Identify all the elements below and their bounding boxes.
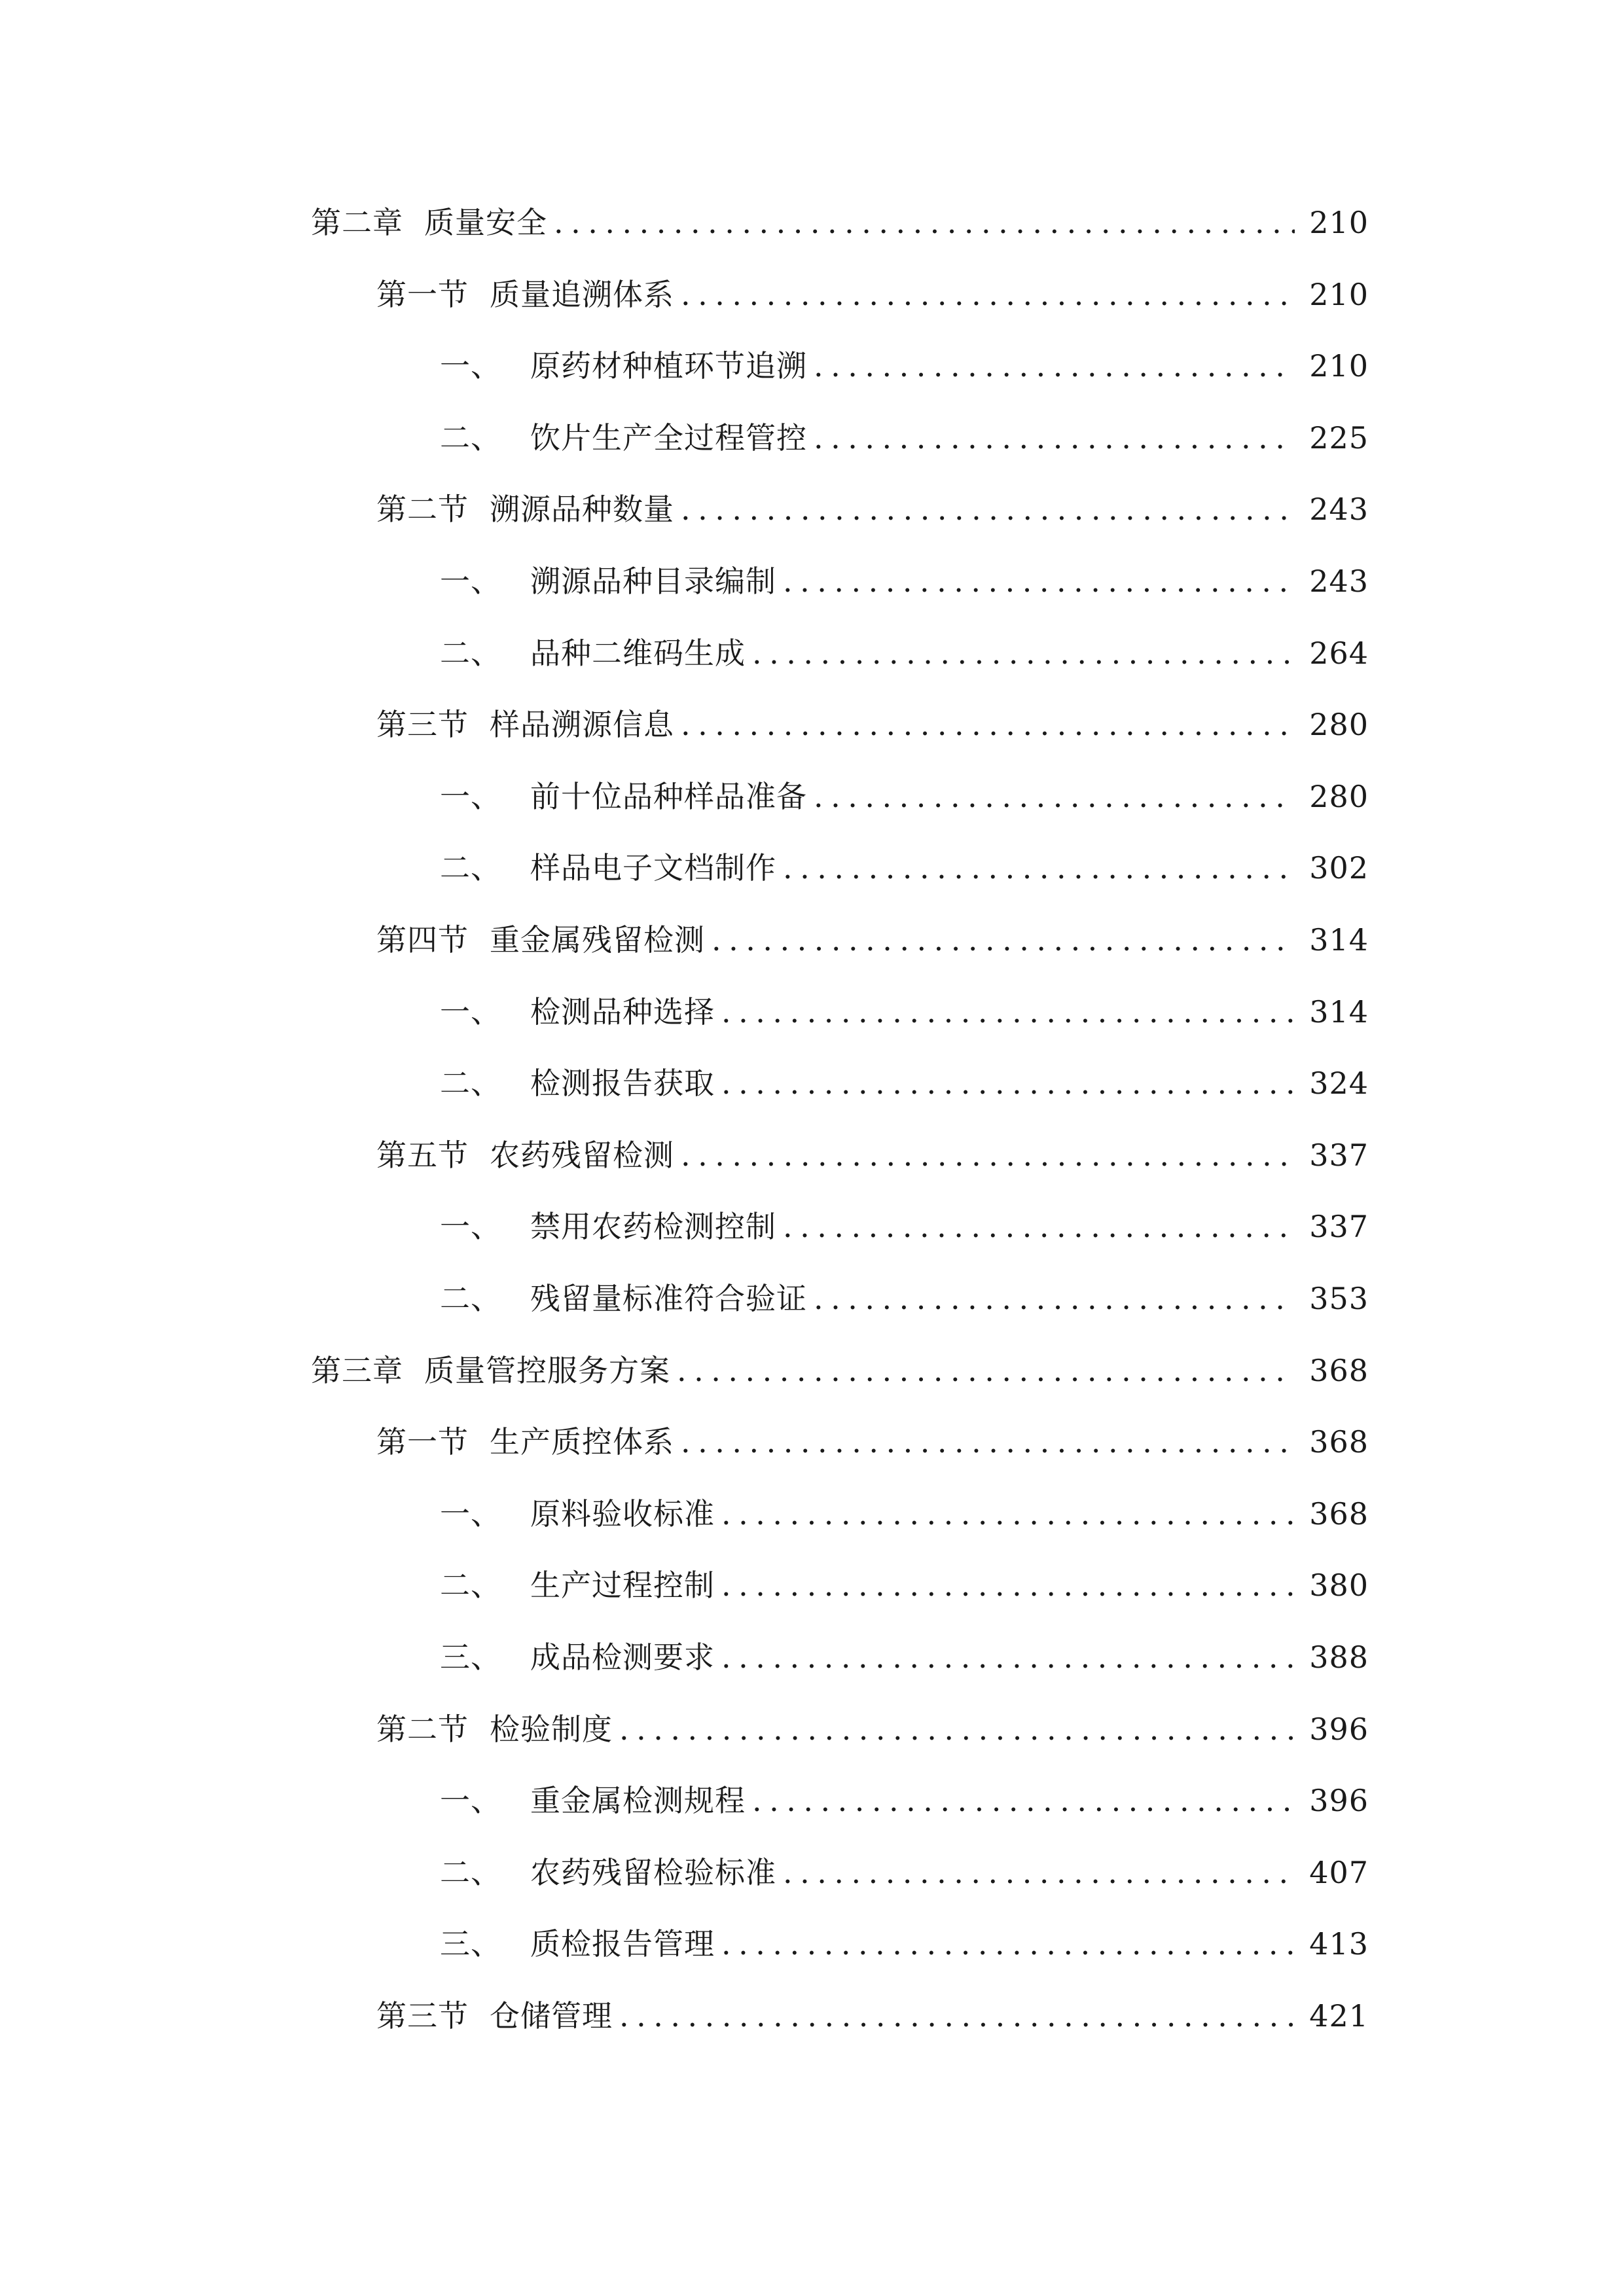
toc-marker: 第二章 — [311, 205, 403, 240]
toc-title: 质检报告管理 — [530, 1926, 715, 1962]
toc-dot-leader — [677, 1351, 1295, 1390]
toc-marker: 二、 — [440, 1281, 501, 1316]
toc-page-number: 396 — [1309, 1711, 1369, 1747]
toc-title: 溯源品种数量 — [490, 492, 674, 528]
toc-page-number: 243 — [1309, 492, 1369, 528]
toc-dot-leader — [619, 1996, 1295, 2036]
toc-title: 农药残留检验标准 — [530, 1854, 776, 1890]
toc-marker: 第二节 — [376, 492, 469, 528]
toc-page-number: 210 — [1309, 276, 1369, 312]
toc-dot-leader — [721, 1638, 1295, 1677]
toc-entry[interactable] — [376, 1409, 1369, 1462]
toc-entry[interactable] — [440, 1624, 1369, 1677]
toc-page-number: 337 — [1309, 1209, 1369, 1245]
toc-dot-leader — [619, 1710, 1295, 1749]
toc-marker: 二、 — [440, 1854, 501, 1890]
toc-entry[interactable] — [376, 907, 1369, 960]
toc-dot-leader — [681, 490, 1295, 529]
toc-entry[interactable] — [440, 1768, 1369, 1820]
toc-entry[interactable] — [440, 1050, 1369, 1103]
toc-dot-leader — [814, 346, 1295, 386]
toc-dot-leader — [814, 777, 1295, 816]
toc-entry[interactable] — [440, 1840, 1369, 1892]
toc-marker: 第二节 — [376, 1711, 469, 1747]
toc-title: 生产质控体系 — [490, 1424, 674, 1460]
toc-entry[interactable] — [440, 405, 1369, 457]
toc-marker: 二、 — [440, 635, 501, 671]
toc-dot-leader — [721, 1924, 1295, 1964]
toc-page-number: 280 — [1309, 778, 1369, 814]
toc-page-number: 368 — [1309, 1496, 1369, 1532]
toc-title: 残留量标准符合验证 — [530, 1281, 807, 1316]
toc-entry[interactable] — [376, 1696, 1369, 1749]
toc-marker: 一、 — [440, 1496, 501, 1532]
toc-entry[interactable] — [440, 835, 1369, 888]
toc-page-number: 324 — [1309, 1066, 1369, 1102]
toc-entry[interactable] — [311, 1338, 1369, 1390]
toc-marker: 一、 — [440, 994, 501, 1030]
toc-entry[interactable] — [440, 548, 1369, 601]
toc-entry[interactable] — [376, 476, 1369, 529]
toc-title: 仓储管理 — [490, 1998, 613, 2034]
toc-marker: 第三节 — [376, 1998, 469, 2034]
toc-title: 质量安全 — [424, 205, 547, 240]
toc-dot-leader — [721, 1064, 1295, 1103]
toc-title: 重金属残留检测 — [490, 922, 705, 958]
toc-title: 前十位品种样品准备 — [530, 778, 807, 814]
toc-title: 检验制度 — [490, 1711, 613, 1747]
toc-marker: 第三章 — [311, 1352, 403, 1388]
toc-dot-leader — [814, 418, 1295, 457]
toc-dot-leader — [783, 562, 1295, 601]
toc-title: 重金属检测规程 — [530, 1783, 746, 1819]
toc-entry[interactable] — [440, 333, 1369, 386]
toc-dot-leader — [681, 275, 1295, 314]
toc-dot-leader — [752, 1781, 1295, 1820]
toc-dot-leader — [721, 1494, 1295, 1534]
toc-entry[interactable] — [440, 1194, 1369, 1246]
toc-page-number: 314 — [1309, 922, 1369, 958]
toc-entry[interactable] — [311, 190, 1369, 242]
toc-page-number: 368 — [1309, 1424, 1369, 1460]
toc-marker: 三、 — [440, 1640, 501, 1675]
toc-dot-leader — [814, 1279, 1295, 1318]
toc-dot-leader — [783, 848, 1295, 888]
toc-dot-leader — [721, 992, 1295, 1031]
toc-dot-leader — [721, 1566, 1295, 1605]
toc-dot-leader — [681, 1422, 1295, 1462]
toc-entry[interactable] — [440, 620, 1369, 673]
toc-title: 检测报告获取 — [530, 1066, 715, 1102]
toc-title: 原料验收标准 — [530, 1496, 715, 1532]
toc-entry[interactable] — [376, 692, 1369, 744]
toc-title: 样品电子文档制作 — [530, 850, 776, 886]
toc-marker: 第四节 — [376, 922, 469, 958]
toc-marker: 一、 — [440, 1209, 501, 1245]
toc-marker: 二、 — [440, 1568, 501, 1604]
toc-title: 品种二维码生成 — [530, 635, 746, 671]
toc-entry[interactable] — [440, 1266, 1369, 1318]
toc-entry[interactable] — [440, 979, 1369, 1031]
toc-dot-leader — [783, 1207, 1295, 1246]
toc-title: 农药残留检测 — [490, 1137, 674, 1173]
toc-entry[interactable] — [440, 1481, 1369, 1534]
toc-title: 质量追溯体系 — [490, 276, 674, 312]
toc-marker: 第一节 — [376, 1424, 469, 1460]
toc-marker: 三、 — [440, 1926, 501, 1962]
toc-page-number: 302 — [1309, 850, 1369, 886]
toc-page-number: 413 — [1309, 1926, 1369, 1962]
toc-title: 成品检测要求 — [530, 1640, 715, 1675]
toc-title: 样品溯源信息 — [490, 707, 674, 743]
toc-page-number: 380 — [1309, 1568, 1369, 1604]
toc-dot-leader — [752, 634, 1295, 673]
toc-dot-leader — [681, 1136, 1295, 1175]
toc-entry[interactable] — [440, 1552, 1369, 1605]
toc-marker: 第五节 — [376, 1137, 469, 1173]
toc-title: 生产过程控制 — [530, 1568, 715, 1604]
toc-marker: 一、 — [440, 1783, 501, 1819]
toc-dot-leader — [681, 705, 1295, 744]
toc-title: 禁用农药检测控制 — [530, 1209, 776, 1245]
toc-page-number: 243 — [1309, 564, 1369, 599]
toc-page-number: 225 — [1309, 420, 1369, 456]
toc-entry[interactable] — [440, 764, 1369, 816]
toc-page-number: 264 — [1309, 635, 1369, 671]
toc-marker: 一、 — [440, 564, 501, 599]
toc-marker: 第一节 — [376, 276, 469, 312]
toc-page-number: 388 — [1309, 1640, 1369, 1675]
toc-dot-leader — [554, 203, 1295, 242]
toc-page-number: 421 — [1309, 1998, 1369, 2034]
toc-page-number: 368 — [1309, 1352, 1369, 1388]
toc-entry[interactable] — [376, 1983, 1369, 2036]
toc-title: 饮片生产全过程管控 — [530, 420, 807, 456]
toc-dot-leader — [783, 1853, 1295, 1892]
toc-entry[interactable] — [376, 1122, 1369, 1175]
toc-page-number: 280 — [1309, 707, 1369, 743]
toc-dot-leader — [712, 920, 1295, 960]
toc-page-number: 210 — [1309, 205, 1369, 240]
toc-title: 原药材种植环节追溯 — [530, 348, 807, 384]
toc-page-number: 210 — [1309, 348, 1369, 384]
toc-title: 质量管控服务方案 — [424, 1352, 670, 1388]
toc-page-number: 407 — [1309, 1854, 1369, 1890]
toc-marker: 第三节 — [376, 707, 469, 743]
toc-page-number: 353 — [1309, 1281, 1369, 1316]
toc-marker: 二、 — [440, 1066, 501, 1102]
toc-marker: 二、 — [440, 850, 501, 886]
toc-page-number: 337 — [1309, 1137, 1369, 1173]
toc-marker: 一、 — [440, 778, 501, 814]
toc-entry[interactable] — [440, 1911, 1369, 1964]
toc-page-number: 314 — [1309, 994, 1369, 1030]
toc-marker: 一、 — [440, 348, 501, 384]
toc-title: 检测品种选择 — [530, 994, 715, 1030]
toc-entry[interactable] — [376, 262, 1369, 314]
toc-title: 溯源品种目录编制 — [530, 564, 776, 599]
toc-page-number: 396 — [1309, 1783, 1369, 1819]
toc-marker: 二、 — [440, 420, 501, 456]
